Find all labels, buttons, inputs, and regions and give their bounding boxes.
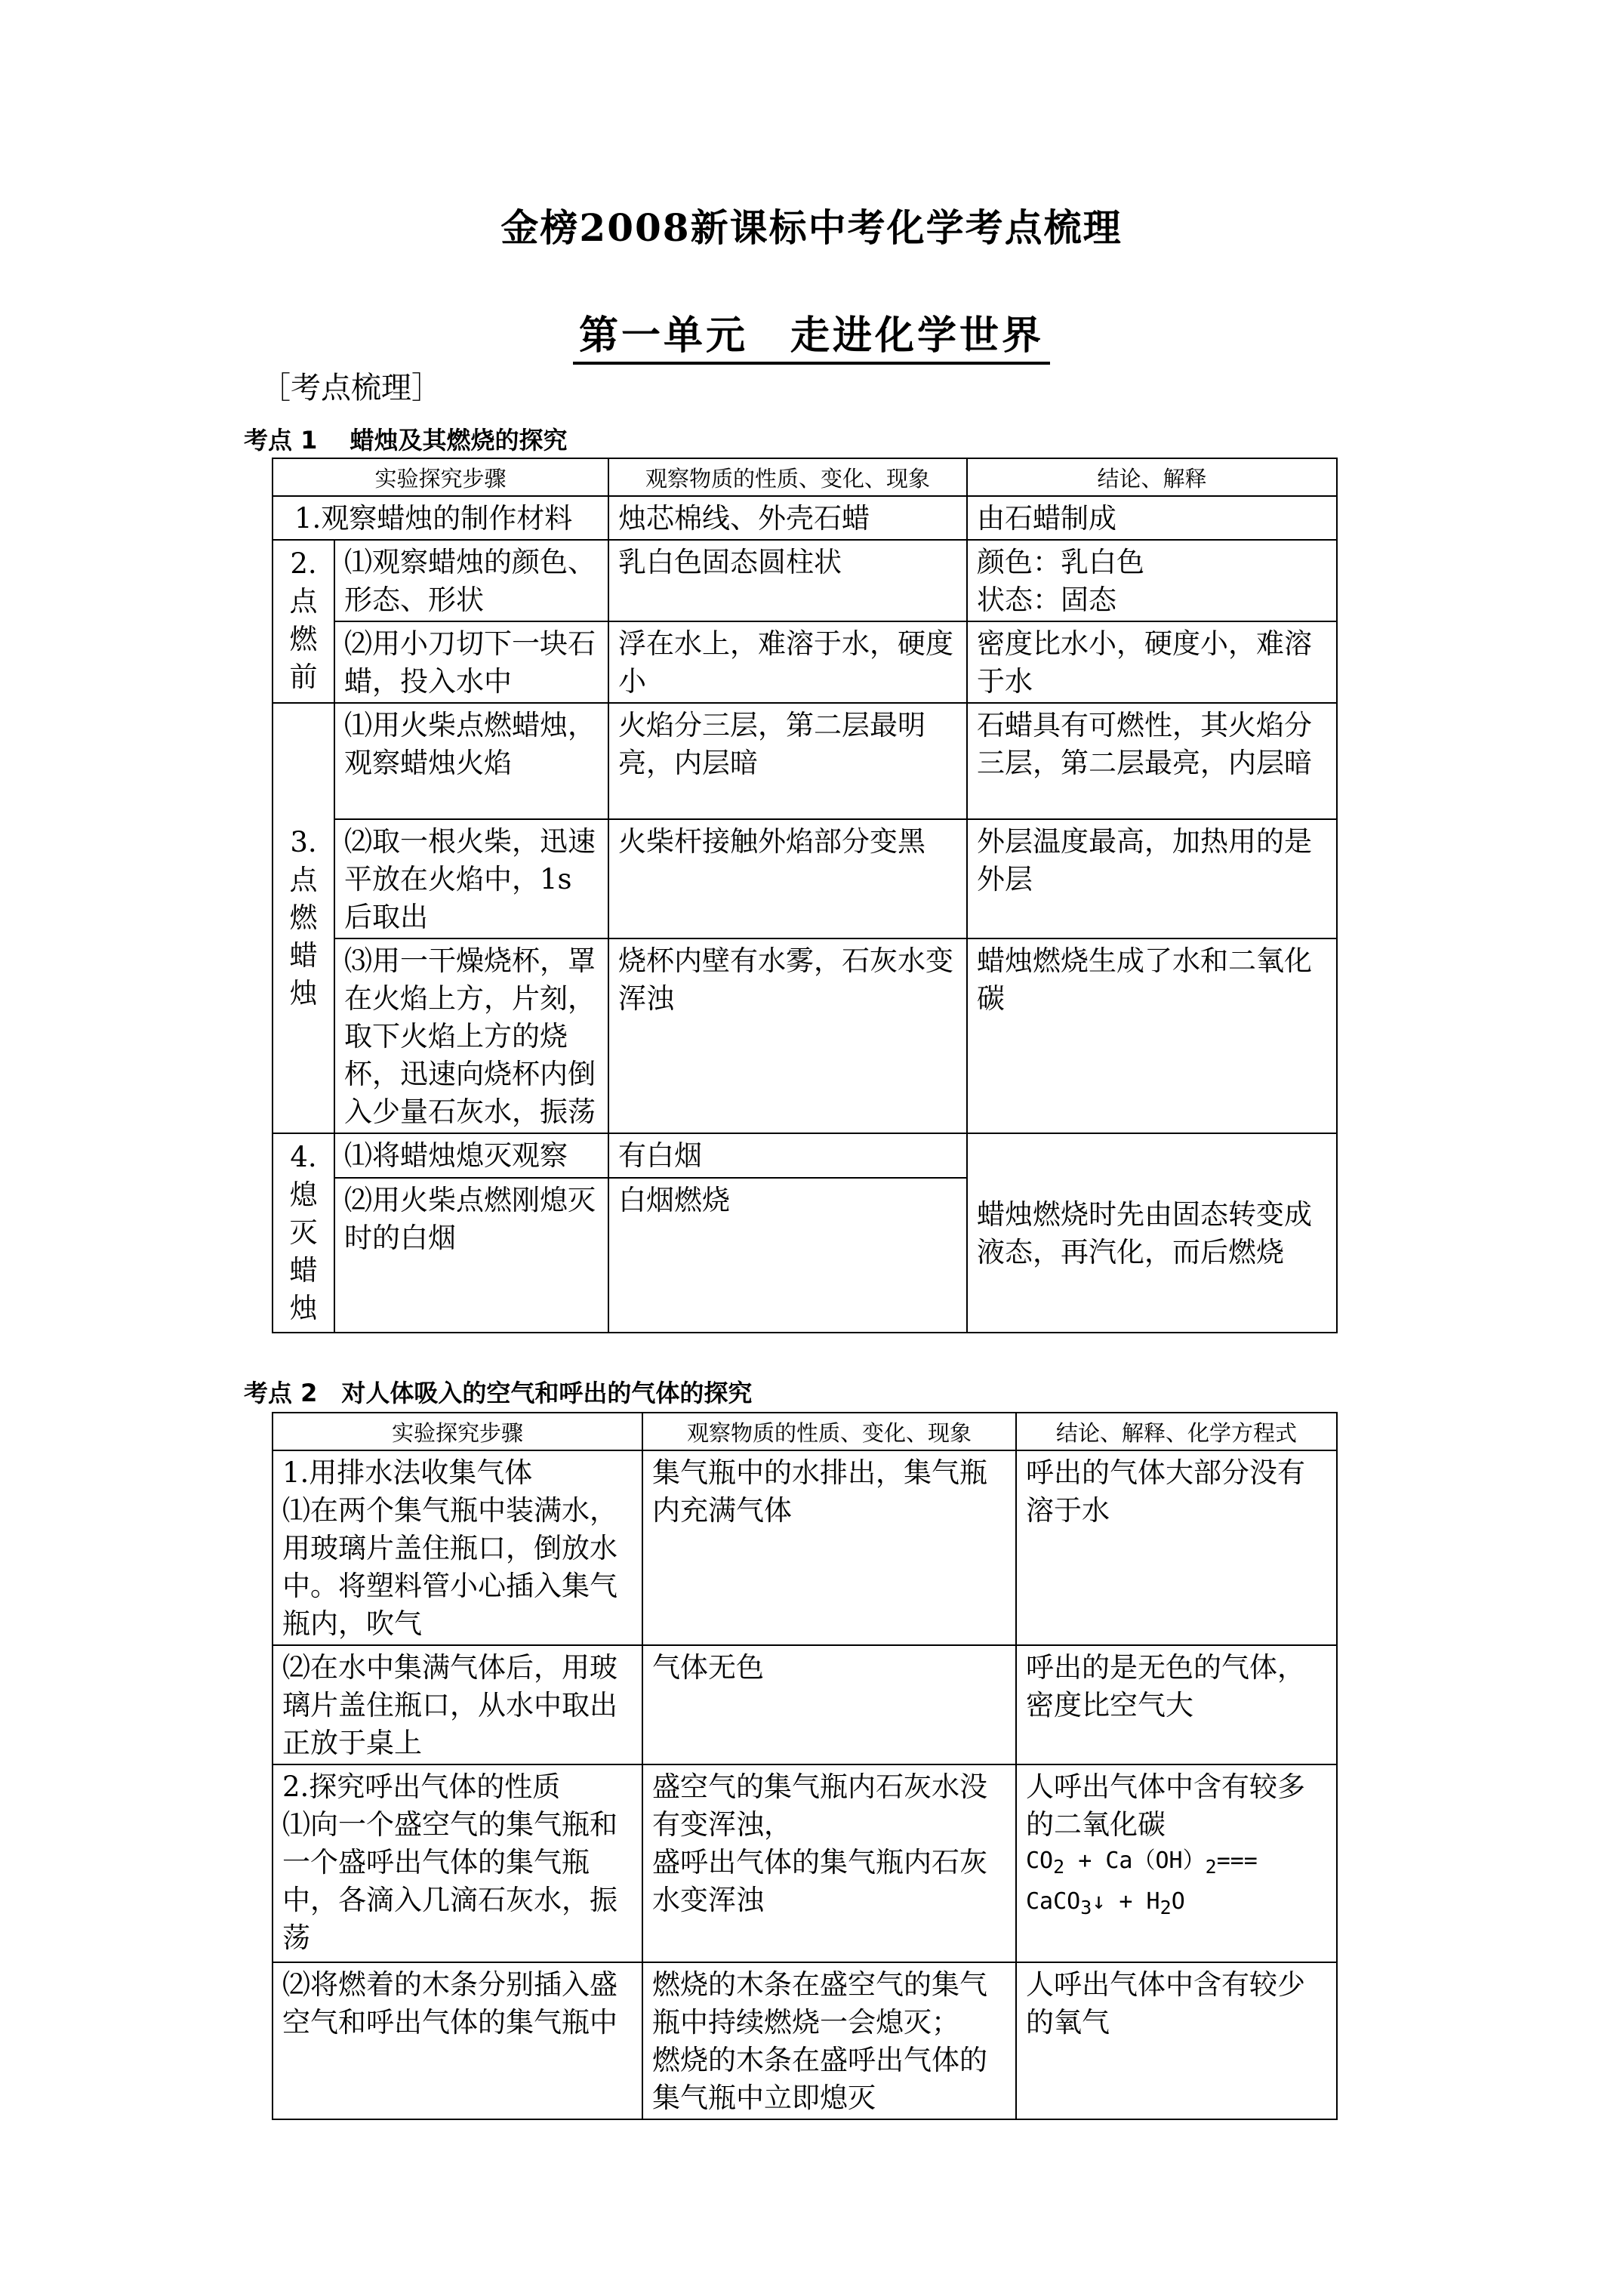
kp2-table [272, 1412, 1338, 2120]
table-cell: ⑶用一干燥烧杯，罩在火焰上方，片刻，取下火焰上方的烧杯，迅速向烧杯内倒入少量石灰水，振荡 [334, 938, 608, 1133]
table-cell: 火焰分三层，第二层最明亮，内层暗 [608, 703, 967, 819]
table-cell: 火柴杆接触外焰部分变黑 [608, 819, 967, 938]
column-header: 观察物质的性质、变化、现象 [642, 1413, 1016, 1450]
table-row [273, 1764, 1337, 1962]
table-cell: 呼出的气体大部分没有溶于水 [1016, 1450, 1337, 1645]
table-row [273, 496, 1337, 540]
eq-part: ↓ + H [1092, 1888, 1160, 1915]
table-cell: 浮在水上，难溶于水，硬度小 [608, 621, 967, 703]
table-cell: 燃烧的木条在盛空气的集气瓶中持续燃烧一会熄灭； 燃烧的木条在盛呼出气体的集气瓶中立即熄灭 [642, 1962, 1016, 2119]
table-cell: ⑵在水中集满气体后，用玻璃片盖住瓶口，从水中取出正放于桌上 [273, 1645, 642, 1764]
table-header-row [273, 458, 1337, 496]
table-row [273, 621, 1337, 703]
table-cell: 盛空气的集气瓶内石灰水没有变浑浊， 盛呼出气体的集气瓶内石灰水变浑浊 [642, 1764, 1016, 1962]
unit-title [0, 304, 1623, 360]
table-row [273, 1962, 1337, 2119]
eq-subscript: 2 [1053, 1856, 1065, 1878]
table-cell: 呼出的是无色的气体，密度比空气大 [1016, 1645, 1337, 1764]
table-cell: ⑵取一根火柴，迅速平放在火焰中，1s后取出 [334, 819, 608, 938]
table-row [273, 1645, 1337, 1764]
equation-line-2 [1026, 1885, 1327, 1925]
table-cell: 蜡烛燃烧时先由固态转变成液态，再汽化，而后燃烧 [967, 1133, 1337, 1333]
kp1-heading: 考点 1 蜡烛及其燃烧的探究 [244, 426, 568, 455]
kp1-table [272, 458, 1338, 1333]
eq-part: CaCO [1026, 1888, 1081, 1915]
table-cell: 由石蜡制成 [967, 496, 1337, 540]
eq-part: + Ca（OH） [1064, 1848, 1206, 1874]
table-row [273, 540, 1337, 621]
group-label-cell: 2.点燃前 [273, 540, 334, 703]
column-header: 结论、解释、化学方程式 [1016, 1413, 1337, 1450]
table-cell: 乳白色固态圆柱状 [608, 540, 967, 621]
table-cell: ⑵用火柴点燃刚熄灭时的白烟 [334, 1178, 608, 1333]
table-row [273, 1133, 1337, 1178]
unit-title-text: 第一单元 走进化学世界 [573, 313, 1050, 365]
eq-subscript: 3 [1080, 1897, 1092, 1918]
table-cell: 白烟燃烧 [608, 1178, 967, 1333]
table-cell: 密度比水小，硬度小，难溶于水 [967, 621, 1337, 703]
table-cell: 烛芯棉线、外壳石蜡 [608, 496, 967, 540]
eq-subscript: 2 [1205, 1856, 1217, 1878]
table-cell: ⑵将燃着的木条分别插入盛空气和呼出气体的集气瓶中 [273, 1962, 642, 2119]
column-header: 实验探究步骤 [273, 458, 608, 496]
table-cell: 2.探究呼出气体的性质 ⑴向一个盛空气的集气瓶和一个盛呼出气体的集气瓶中，各滴入几滴石灰水，振荡 [273, 1764, 642, 1962]
table-cell: 1.观察蜡烛的制作材料 [273, 496, 608, 540]
equation-line-1 [1026, 1844, 1327, 1885]
table-cell: 外层温度最高，加热用的是外层 [967, 819, 1337, 938]
document-title: 金榜2008新课标中考化学考点梳理 [500, 205, 1123, 250]
eq-subscript: 2 [1160, 1897, 1172, 1918]
group-label-cell: 3.点燃蜡烛 [273, 703, 334, 1133]
column-header: 观察物质的性质、变化、现象 [608, 458, 967, 496]
table-row [273, 703, 1337, 819]
table-cell: 集气瓶中的水排出，集气瓶内充满气体 [642, 1450, 1016, 1645]
eq-part: O [1171, 1888, 1185, 1915]
table-cell: ⑵用小刀切下一块石蜡，投入水中 [334, 621, 608, 703]
table-cell: 1.用排水法收集气体 ⑴在两个集气瓶中装满水，用玻璃片盖住瓶口，倒放水中。将塑料管小心插入集气瓶内，吹气 [273, 1450, 642, 1645]
column-header: 实验探究步骤 [273, 1413, 642, 1450]
table-cell: 颜色：乳白色 状态：固态 [967, 540, 1337, 621]
chemical-equation [1026, 1844, 1327, 1925]
table-cell [1016, 1764, 1337, 1962]
table-cell: 有白烟 [608, 1133, 967, 1178]
eq-part: === [1216, 1848, 1258, 1874]
table-cell: 气体无色 [642, 1645, 1016, 1764]
table-header-row [273, 1413, 1337, 1450]
table-cell: 石蜡具有可燃性，其火焰分三层，第二层最亮，内层暗 [967, 703, 1337, 819]
table-row [273, 938, 1337, 1133]
section-label: ［考点梳理］ [260, 371, 442, 405]
table-row [273, 819, 1337, 938]
table-cell: ⑴将蜡烛熄灭观察 [334, 1133, 608, 1178]
eq-part: CO [1026, 1848, 1054, 1874]
conclusion-text: 人呼出气体中含有较多的二氧化碳 [1026, 1771, 1305, 1841]
group-label-cell: 4.熄灭蜡烛 [273, 1133, 334, 1333]
kp2-heading: 考点 2 对人体吸入的空气和呼出的气体的探究 [244, 1379, 753, 1407]
table-cell: ⑴观察蜡烛的颜色、形态、形状 [334, 540, 608, 621]
table-row [273, 1450, 1337, 1645]
table-cell: 烧杯内壁有水雾，石灰水变浑浊 [608, 938, 967, 1133]
table-cell: ⑴用火柴点燃蜡烛，观察蜡烛火焰 [334, 703, 608, 819]
column-header: 结论、解释 [967, 458, 1337, 496]
table-cell: 人呼出气体中含有较少的氧气 [1016, 1962, 1337, 2119]
table-cell: 蜡烛燃烧生成了水和二氧化碳 [967, 938, 1337, 1133]
